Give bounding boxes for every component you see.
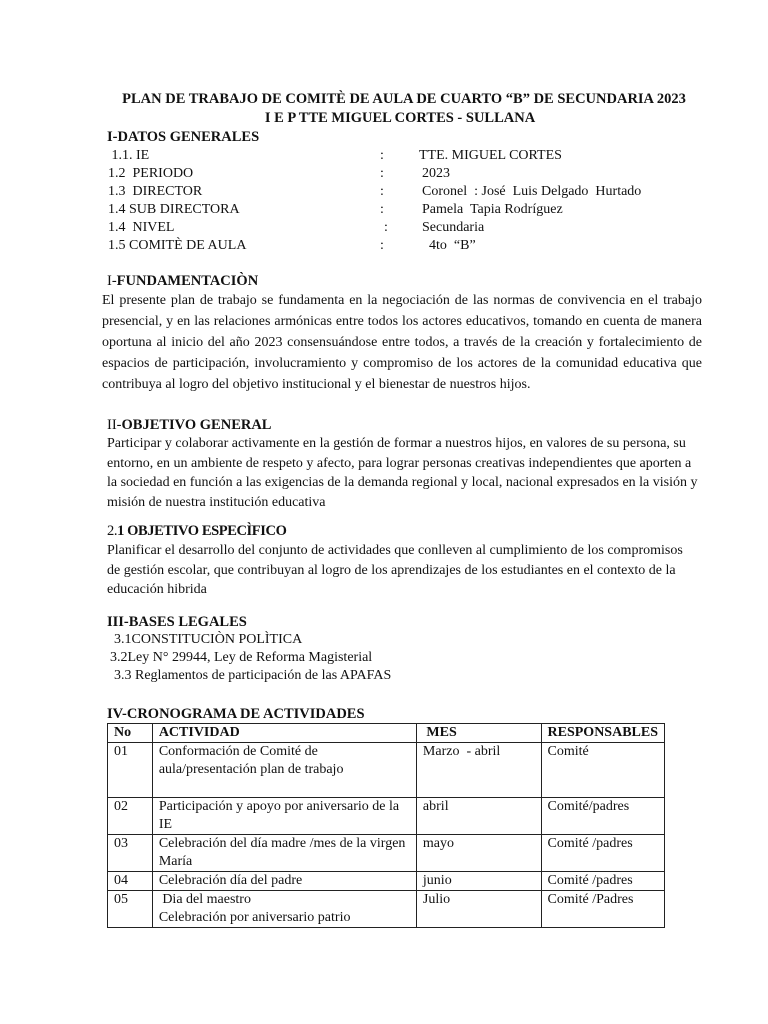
document-title: PLAN DE TRABAJO DE COMITÈ DE AULA DE CUARTO “B” DE SECUNDARIA 2023 [122,91,686,107]
datos-value: Coronel : José Luis Delgado Hurtado [422,184,642,199]
datos-value: Pamela Tapia Rodríguez [422,202,563,217]
table-row [108,872,665,891]
datos-label: 1.1. IE [108,148,150,163]
cell-mes: mayo [416,835,541,872]
cell-actividad-line: Dia del maestro [158,892,251,907]
heading-text: FUNDAMENTACIÒN [116,273,259,289]
cell-actividad: Celebración del día madre /mes de la virgen María [152,835,416,872]
cell-mes: abril [416,798,541,835]
datos-colon: : [380,238,384,253]
document-subtitle: I E P TTE MIGUEL CORTES - SULLANA [264,110,536,126]
cell-responsables: Comité [541,743,664,798]
datos-colon: : [384,220,388,235]
datos-label: 1.3 DIRECTOR [108,184,203,199]
bases-legales-heading: III-BASES LEGALES [107,614,247,630]
header-no: No [108,724,153,743]
table-header-row [108,724,665,743]
datos-row [108,238,708,256]
datos-colon: : [380,202,384,217]
cell-no: 03 [108,835,153,872]
datos-label: 1.2 PERIODO [108,166,194,181]
cell-no: 02 [108,798,153,835]
header-actividad: ACTIVIDAD [152,724,416,743]
cell-actividad-line: Celebración por aniversario patrio [158,910,351,925]
bases-legales-item: 3.1CONSTITUCIÒN POLÌTICA [114,632,303,647]
datos-colon: : [380,148,384,163]
heading-prefix: 2. [107,523,118,539]
table-row [108,891,665,928]
cell-actividad: Celebración día del padre [152,872,416,891]
datos-value: TTE. MIGUEL CORTES [419,148,562,163]
cell-responsables: Comité /Padres [541,891,664,928]
bases-legales-item: 3.3 Reglamentos de participación de las APAFAS [114,668,392,683]
objetivo-general-text: Participar y colaborar activamente en la gestión de formar a nuestros hijos, en valores de su persona, su entorno, en un ambiente de respeto y afecto, para lograr personas creativas independientes que aporten a la sociedad en función a las exigencias de la demanda regional y local, nacional expresados en la visión y misión de nuestra institución educativa [107,436,698,510]
heading-text: OBJETIVO GENERAL [121,417,272,433]
datos-generales-heading: I-DATOS GENERALES [107,129,260,145]
cell-responsables: Comité /padres [541,835,664,872]
table-row [108,743,665,798]
cell-responsables: Comité/padres [541,798,664,835]
heading-prefix: II- [107,417,122,433]
header-mes: MES [416,724,541,743]
datos-row [108,148,708,166]
header-responsables: RESPONSABLES [541,724,664,743]
cell-mes: junio [416,872,541,891]
datos-label: 1.5 COMITÈ DE AULA [108,238,247,253]
cell-no: 01 [108,743,153,798]
objetivo-general-heading [107,417,271,434]
datos-colon: : [380,166,384,181]
datos-row [108,220,708,238]
table-row [108,798,665,835]
cell-actividad [152,891,416,928]
heading-text: 1 OBJETIVO ESPECÌFICO [117,523,287,539]
datos-label: 1.4 SUB DIRECTORA [108,202,240,217]
table-row [108,835,665,872]
datos-value: Secundaria [422,220,485,235]
cronograma-table [107,723,665,928]
bases-legales-item: 3.2Ley N° 29944, Ley de Reforma Magisterial [110,650,373,665]
fundamentacion-text: El presente plan de trabajo se fundamenta en la negociación de las normas de convivencia en el trabajo presencial, y en las relaciones armónicas entre todos los actores educativos, tomando en cuenta de manera oportuna al inicio del año 2023 consensuándose entre todos, a través de la creación y fortalecimiento de espacios de participación, involucramiento y compromiso de los actores de la comunidad educativa que contribuya al logro del objetivo institucional y el bienestar de nuestros hijos. [102,293,702,392]
datos-row [108,166,708,184]
cell-mes: Julio [416,891,541,928]
cell-mes: Marzo - abril [416,743,541,798]
cell-actividad: Participación y apoyo por aniversario de la IE [152,798,416,835]
heading-prefix: I- [107,273,117,289]
cell-no: 05 [108,891,153,928]
datos-value: 2023 [422,166,450,181]
objetivo-especifico-text: Planificar el desarrollo del conjunto de actividades que conlleven al cumplimiento de los compromisos de gestión escolar, que contribuyan al logro de los aprendizajes de los estudiantes en el contexto de la educación hibrida [107,543,683,597]
datos-row [108,202,708,220]
cronograma-heading: IV-CRONOGRAMA DE ACTIVIDADES [107,706,365,722]
datos-colon: : [380,184,384,199]
cell-no: 04 [108,872,153,891]
fundamentacion-heading [107,273,258,290]
cell-actividad: Conformación de Comité de aula/presentación plan de trabajo [152,743,416,798]
datos-value: 4to “B” [422,238,476,253]
datos-label: 1.4 NIVEL [108,220,175,235]
objetivo-especifico-heading [107,523,286,540]
cell-responsables: Comité /padres [541,872,664,891]
datos-row [108,184,708,202]
